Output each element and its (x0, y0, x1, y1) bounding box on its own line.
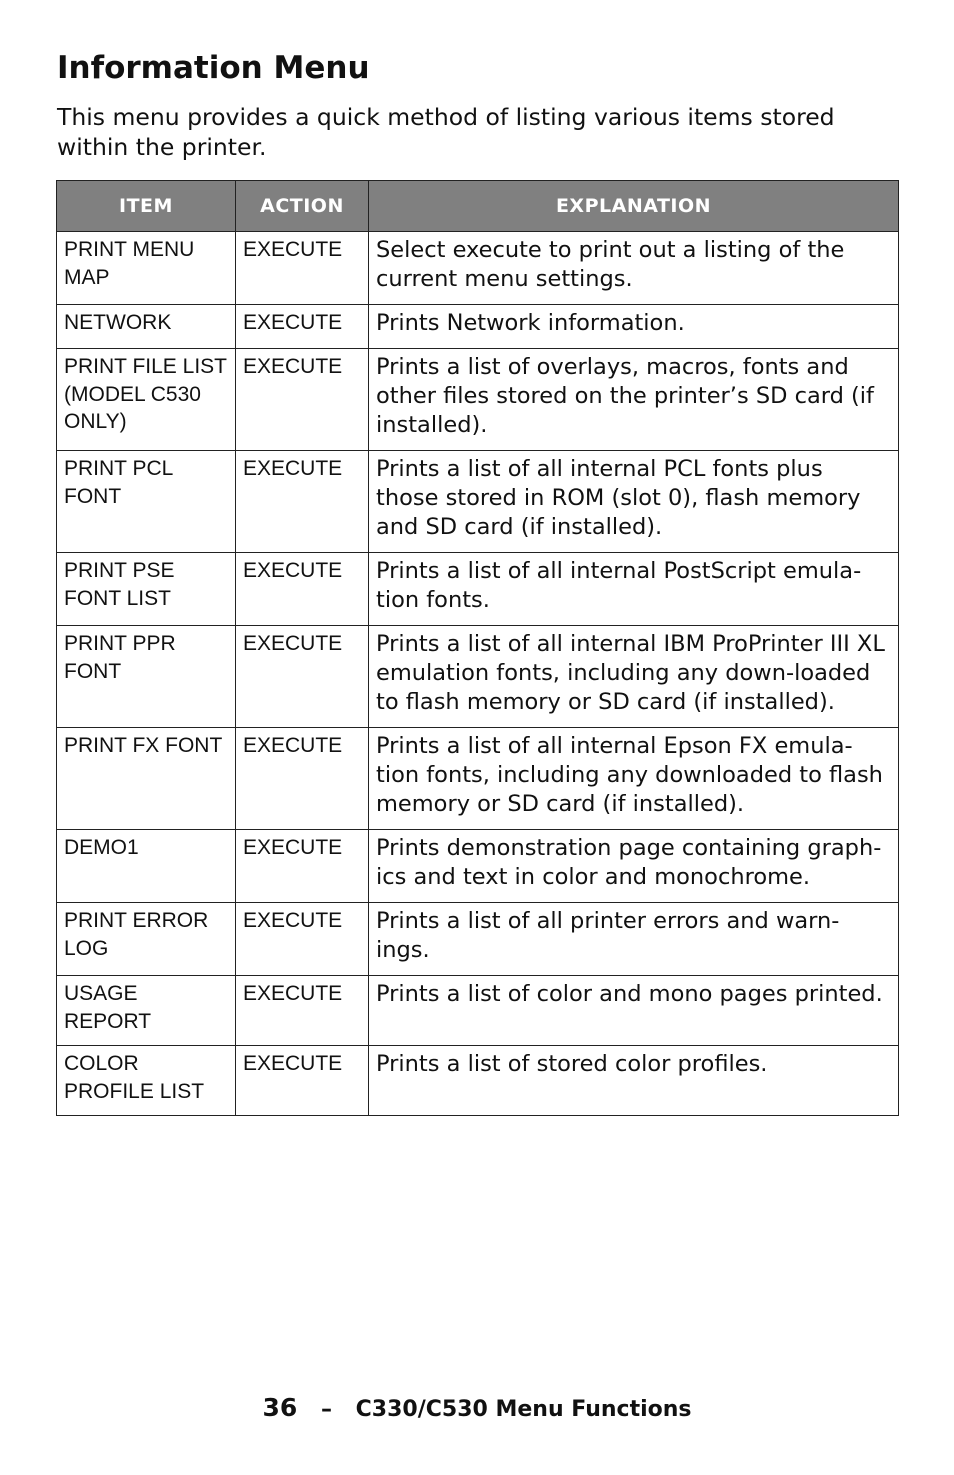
item-cell: NETWORK (57, 305, 236, 349)
action-cell: EXECUTE (236, 830, 369, 903)
action-cell: EXECUTE (236, 232, 369, 305)
table-row (57, 553, 899, 626)
item-cell: PRINT ERROR LOG (57, 903, 236, 976)
explanation-cell: Prints demonstration page containing graph-ics and text in color and monochrome. (369, 830, 899, 903)
explanation-cell: Prints a list of overlays, macros, fonts and other files stored on the printer’s SD card (if installed). (369, 349, 899, 451)
page-number: 36 (262, 1393, 298, 1422)
page-title: Information Menu (57, 50, 370, 86)
explanation-cell: Prints a list of all printer errors and warn-ings. (369, 903, 899, 976)
table-row (57, 1046, 899, 1116)
table-row (57, 232, 899, 305)
header-action: ACTION (236, 181, 369, 232)
header-item: ITEM (57, 181, 236, 232)
item-cell: PRINT PPR FONT (57, 626, 236, 728)
action-cell: EXECUTE (236, 626, 369, 728)
table-header-row (57, 181, 899, 232)
action-cell: EXECUTE (236, 553, 369, 626)
information-menu-table (56, 180, 899, 1116)
item-cell: USAGE REPORT (57, 976, 236, 1046)
table-row (57, 830, 899, 903)
action-cell: EXECUTE (236, 349, 369, 451)
footer-separator: – (320, 1397, 332, 1422)
action-cell: EXECUTE (236, 976, 369, 1046)
table-row (57, 626, 899, 728)
table-row (57, 903, 899, 976)
page-footer (0, 1392, 954, 1426)
explanation-cell: Prints a list of all internal Epson FX emula-tion fonts, including any downloaded to flash memory or SD card (if installed). (369, 728, 899, 830)
item-cell: COLOR PROFILE LIST (57, 1046, 236, 1116)
explanation-cell: Prints Network information. (369, 305, 899, 349)
table-row (57, 728, 899, 830)
table-row (57, 305, 899, 349)
explanation-cell: Prints a list of all internal PCL fonts plus those stored in ROM (slot 0), flash memory and SD card (if installed). (369, 451, 899, 553)
action-cell: EXECUTE (236, 903, 369, 976)
action-cell: EXECUTE (236, 1046, 369, 1116)
item-cell: DEMO1 (57, 830, 236, 903)
explanation-cell: Prints a list of color and mono pages printed. (369, 976, 899, 1046)
explanation-cell: Prints a list of all internal IBM ProPrinter III XL emulation fonts, including any down-loaded to flash memory or SD card (if installed). (369, 626, 899, 728)
table-row (57, 349, 899, 451)
header-explanation: EXPLANATION (369, 181, 899, 232)
item-cell: PRINT MENU MAP (57, 232, 236, 305)
explanation-cell: Prints a list of stored color profiles. (369, 1046, 899, 1116)
action-cell: EXECUTE (236, 305, 369, 349)
item-cell: PRINT PCL FONT (57, 451, 236, 553)
explanation-cell: Prints a list of all internal PostScript emula-tion fonts. (369, 553, 899, 626)
action-cell: EXECUTE (236, 451, 369, 553)
item-cell: PRINT FILE LIST (MODEL C530 ONLY) (57, 349, 236, 451)
item-cell: PRINT PSE FONT LIST (57, 553, 236, 626)
intro-paragraph: This menu provides a quick method of listing various items stored within the printer. (57, 103, 835, 161)
footer-section-title: C330/C530 Menu Functions (355, 1397, 692, 1422)
table-row (57, 451, 899, 553)
item-cell: PRINT FX FONT (57, 728, 236, 830)
explanation-cell: Select execute to print out a listing of the current menu settings. (369, 232, 899, 305)
action-cell: EXECUTE (236, 728, 369, 830)
table-row (57, 976, 899, 1046)
